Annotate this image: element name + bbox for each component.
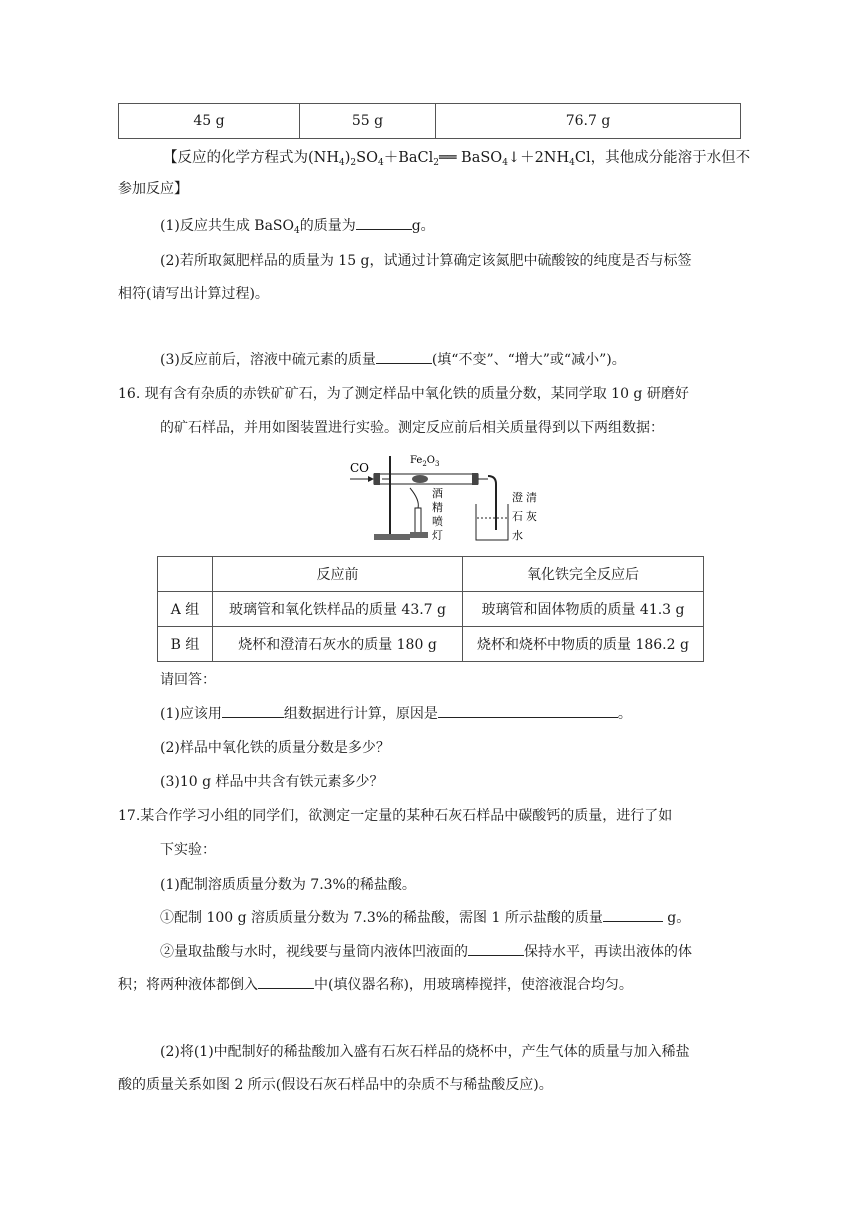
question-15-part2: (2)若所取氮肥样品的质量为 15 g，试通过计算确定该氮肥中硫酸铵的纯度是否与标签: [160, 253, 692, 269]
question-16-part2: (2)样品中氧化铁的质量分数是多少？: [160, 740, 390, 756]
question-17-part1b-line2: 积；将两种液体都倒入 中(填仪器名称)，用玻璃棒搅拌，使溶液混合均匀。: [118, 974, 633, 994]
question-17-part1a: ①配制 100 g 溶质质量分数为 7.3%的稀盐酸，需图 1 所示盐酸的质量 g。: [160, 907, 690, 927]
table-header: [158, 557, 213, 592]
question-17-part1: (1)配制溶质质量分数为 7.3%的稀盐酸。: [160, 877, 416, 893]
table-cell: 45 g: [119, 104, 300, 139]
table-cell: 玻璃管和氧化铁样品的质量 43.7 g: [213, 592, 463, 627]
answer-blank[interactable]: [356, 215, 412, 230]
answer-blank[interactable]: [438, 703, 618, 718]
please-answer: 请回答：: [160, 672, 216, 688]
table-cell: B 组: [158, 627, 213, 662]
question-15-part3: (3)反应前后，溶液中硫元素的质量 (填“不变”、“增大”或“减小”)。: [160, 349, 626, 369]
answer-blank[interactable]: [222, 703, 284, 718]
question-17-part2-line2: 酸的质量关系如图 2 所示(假设石灰石样品中的杂质不与稀盐酸反应)。: [118, 1077, 553, 1093]
answer-blank[interactable]: [258, 974, 314, 989]
table-cell: 烧杯和澄清石灰水的质量 180 g: [213, 627, 463, 662]
svg-text:精: 精: [432, 501, 443, 514]
svg-text:灯: 灯: [432, 529, 443, 542]
fe2o3-label: $Fe_2O_3$: [410, 455, 440, 468]
svg-text:灰: 灰: [526, 510, 537, 523]
table-header: 氧化铁完全反应后: [463, 557, 704, 592]
answer-blank[interactable]: [603, 907, 663, 922]
question-15-part2-line2: 相符(请写出计算过程)。: [118, 286, 269, 302]
table-cell: A 组: [158, 592, 213, 627]
question-16-part3: (3)10 g 样品中共含有铁元素多少？: [160, 774, 384, 790]
svg-text:清: 清: [526, 491, 537, 504]
question-15-part1: (1)反应共生成 BaSO$_4$的质量为 g。: [160, 215, 435, 235]
svg-text:澄: 澄: [512, 491, 523, 504]
question-16-intro-line2: 的矿石样品，并用如图装置进行实验。测定反应前后相关质量得到以下两组数据：: [160, 420, 664, 436]
q16-data-table: [157, 556, 704, 662]
question-17-part2: (2)将(1)中配制好的稀盐酸加入盛有石灰石样品的烧杯中，产生气体的质量与加入稀盐: [160, 1044, 690, 1060]
question-17-part1b: ②量取盐酸与水时，视线要与量筒内液体凹液面的 保持水平，再读出液体的体: [160, 941, 692, 961]
results-table-top: [118, 103, 741, 139]
svg-text:石: 石: [512, 510, 523, 523]
question-17-intro: 17.某合作学习小组的同学们，欲测定一定量的某种石灰石样品中碳酸钙的质量，进行了如: [118, 808, 673, 824]
answer-blank[interactable]: [468, 941, 524, 956]
svg-text:水: 水: [512, 529, 523, 542]
table-cell: 55 g: [300, 104, 436, 139]
table-cell: 玻璃管和固体物质的质量 41.3 g: [463, 592, 704, 627]
table-header: 反应前: [213, 557, 463, 592]
table-cell: 烧杯和烧杯中物质的质量 186.2 g: [463, 627, 704, 662]
svg-text:酒: 酒: [432, 487, 443, 500]
co-label: CO: [350, 461, 370, 475]
question-17-intro-line2: 下实验：: [160, 842, 216, 858]
table-cell: 76.7 g: [436, 104, 741, 139]
answer-blank[interactable]: [376, 349, 432, 364]
reaction-note-line2: 参加反应】: [118, 181, 188, 197]
question-16-part1: (1)应该用 组数据进行计算，原因是 。: [160, 703, 632, 723]
question-16-intro: 16. 现有含有杂质的赤铁矿矿石，为了测定样品中氧化铁的质量分数，某同学取 10 g 研磨好: [118, 386, 689, 402]
apparatus-figure: [340, 448, 560, 548]
svg-text:喷: 喷: [432, 515, 443, 528]
reaction-note: 【反应的化学方程式为$(NH_4)_2SO_4+BaCl_2══$ $BaSO_4↓+2NH_4Cl$，其他成分能溶于水但不: [163, 150, 751, 168]
